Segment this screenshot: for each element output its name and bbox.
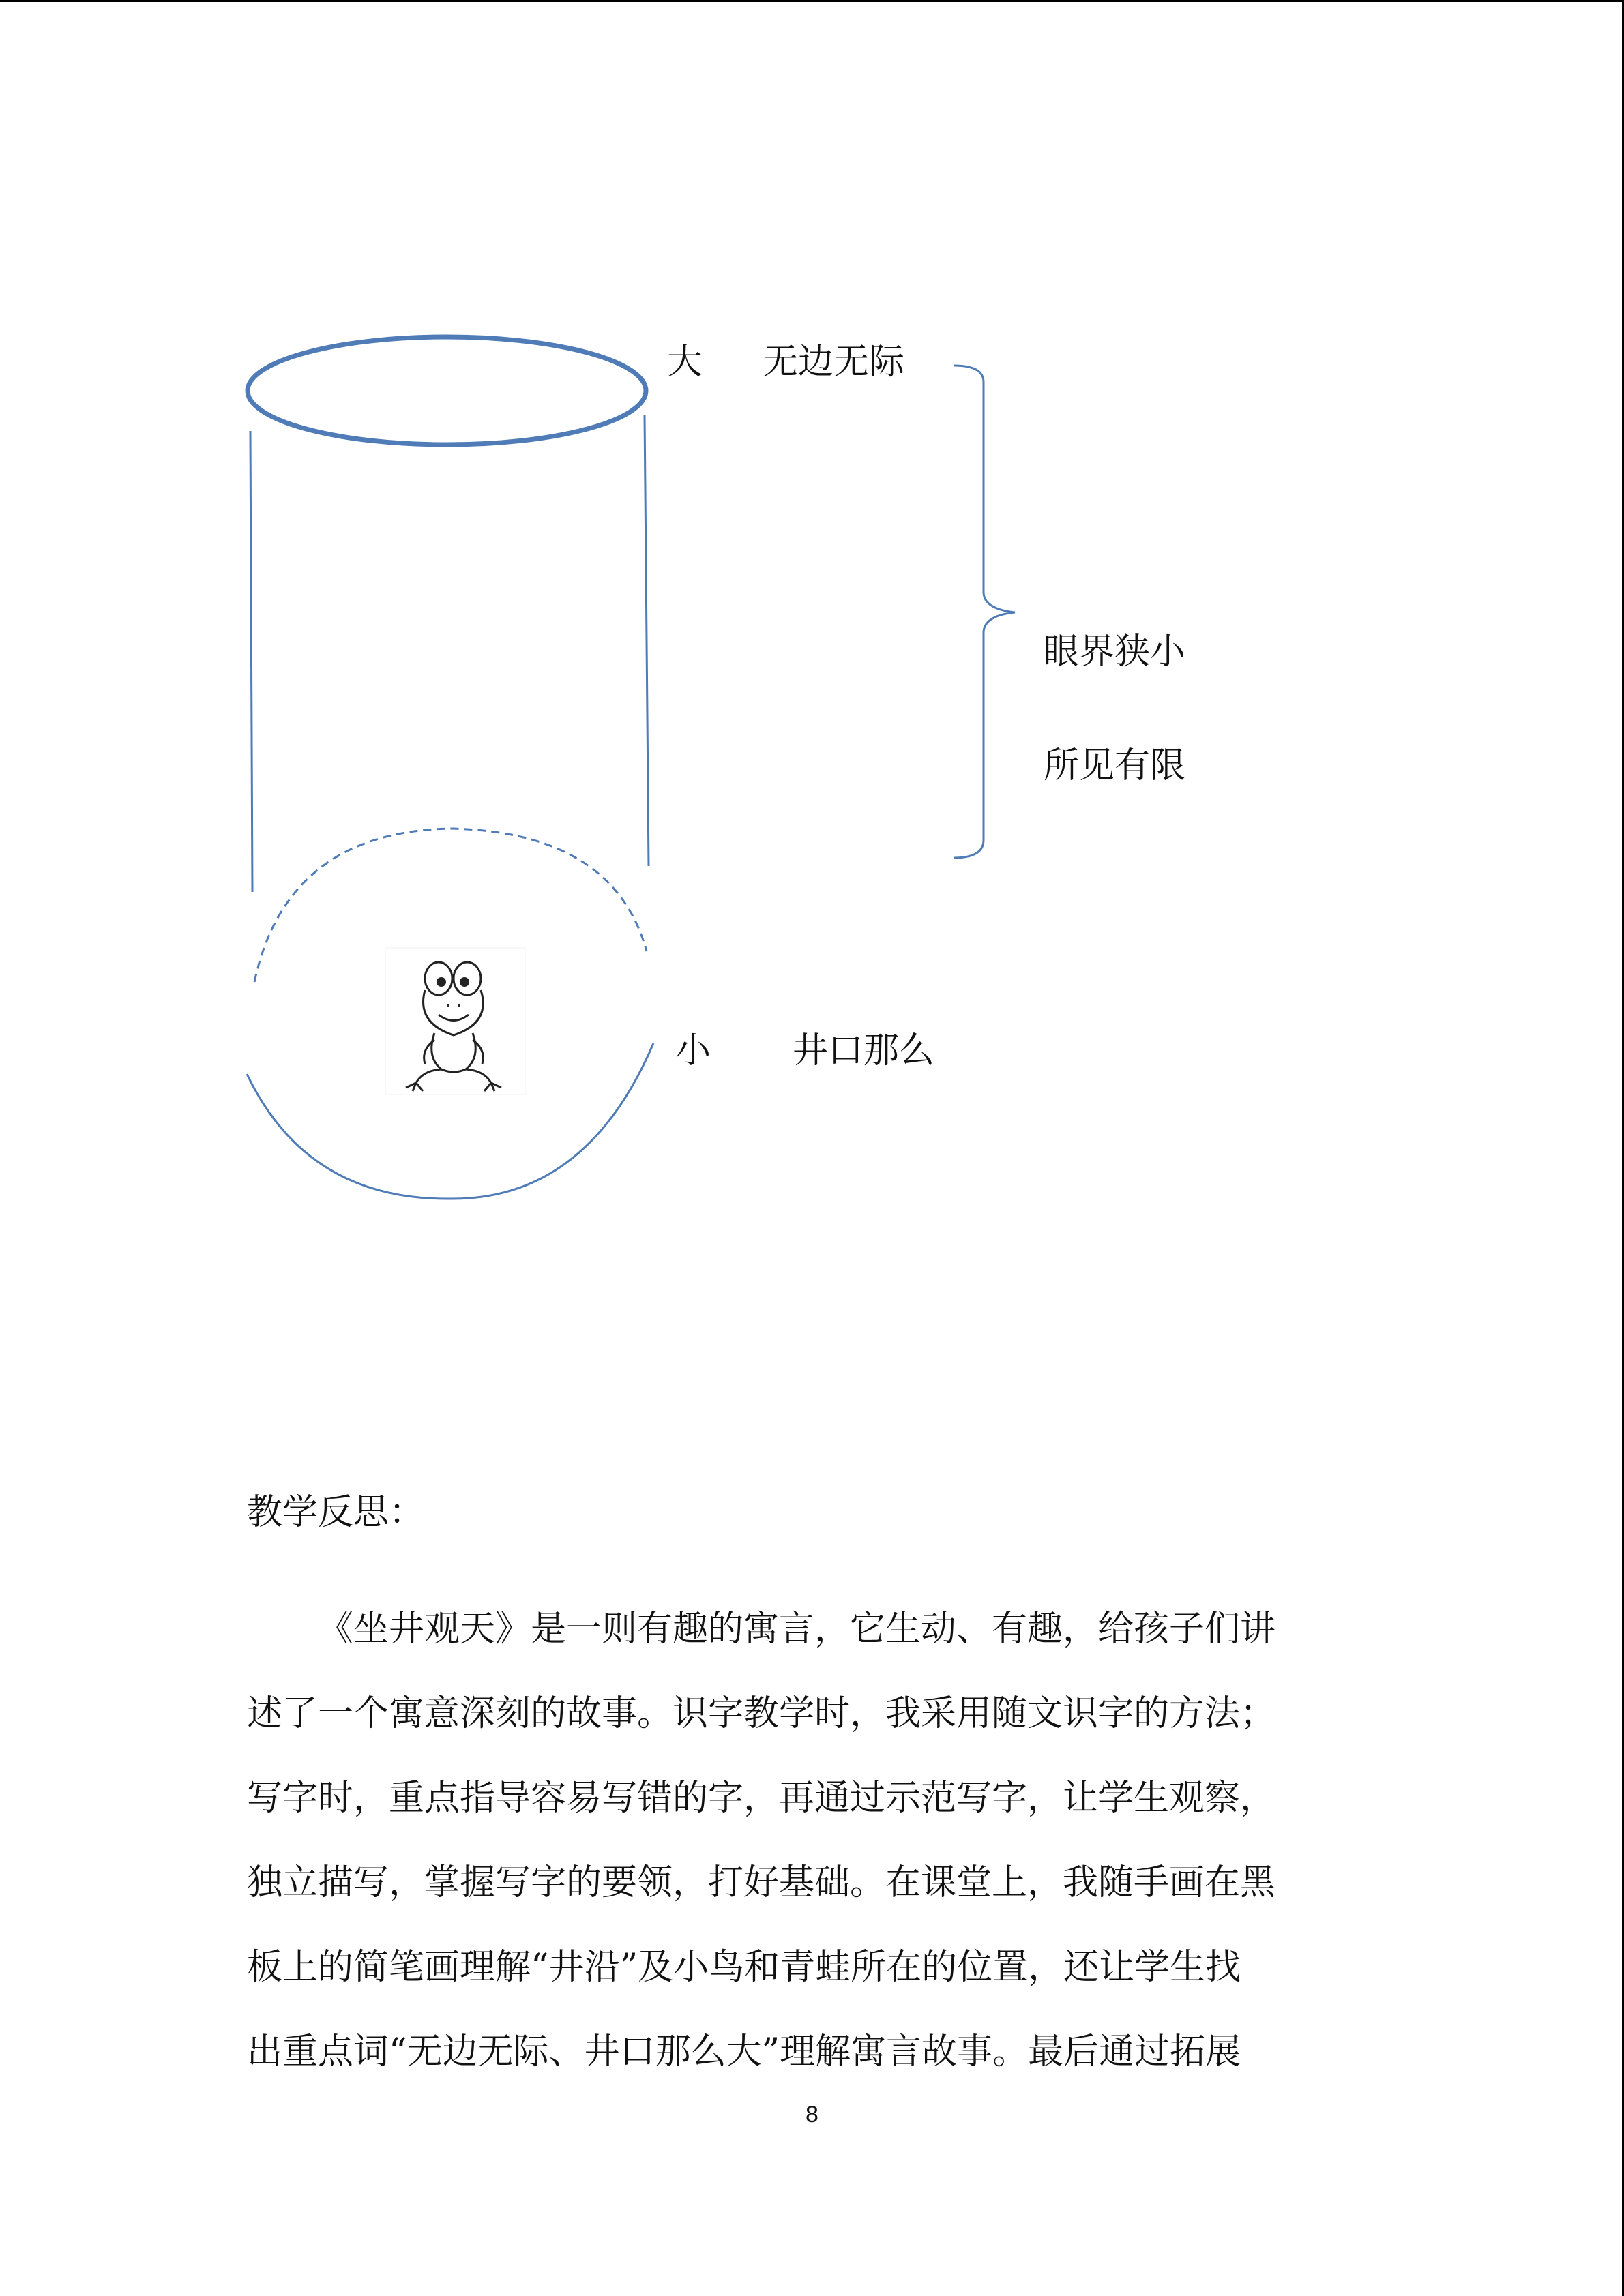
well-left-wall <box>250 431 252 892</box>
reflection-line: 述了一个寓意深刻的故事。识字教学时，我采用随文识字的方法； <box>247 1693 1276 1734</box>
conclusion-line-2: 所见有限 <box>1044 745 1186 786</box>
reflection-line: 出重点词“无边无际、井口那么大”理解寓言故事。最后通过拓展 <box>247 2031 1241 2072</box>
label-small-description: 井口那么 <box>793 1030 935 1071</box>
reflection-line: 板上的简笔画理解“井沿”及小鸟和青蛙所在的位置，还让学生找 <box>247 1947 1241 1988</box>
reflection-heading: 教学反思： <box>247 1492 425 1533</box>
page-number: 8 <box>806 2102 818 2128</box>
conclusion-line-1: 眼界狭小 <box>1044 631 1186 672</box>
frog-icon <box>385 948 525 1094</box>
reflection-paragraph <box>247 1587 1359 2094</box>
label-small: 小 <box>675 1030 711 1071</box>
label-big: 大 <box>667 342 703 383</box>
well-right-wall <box>645 415 649 866</box>
label-big-description: 无边无际 <box>763 342 905 383</box>
well-opening-ellipse <box>248 337 646 445</box>
reflection-line: 独立描写，掌握写字的要领，打好基础。在课堂上，我随手画在黑 <box>247 1862 1276 1903</box>
conclusion-brace <box>954 366 1015 858</box>
reflection-line: 写字时，重点指导容易写错的字，再通过示范写字，让学生观察， <box>247 1778 1276 1819</box>
reflection-line: 《坐井观天》是一则有趣的寓言，它生动、有趣，给孩子们讲 <box>318 1609 1276 1650</box>
